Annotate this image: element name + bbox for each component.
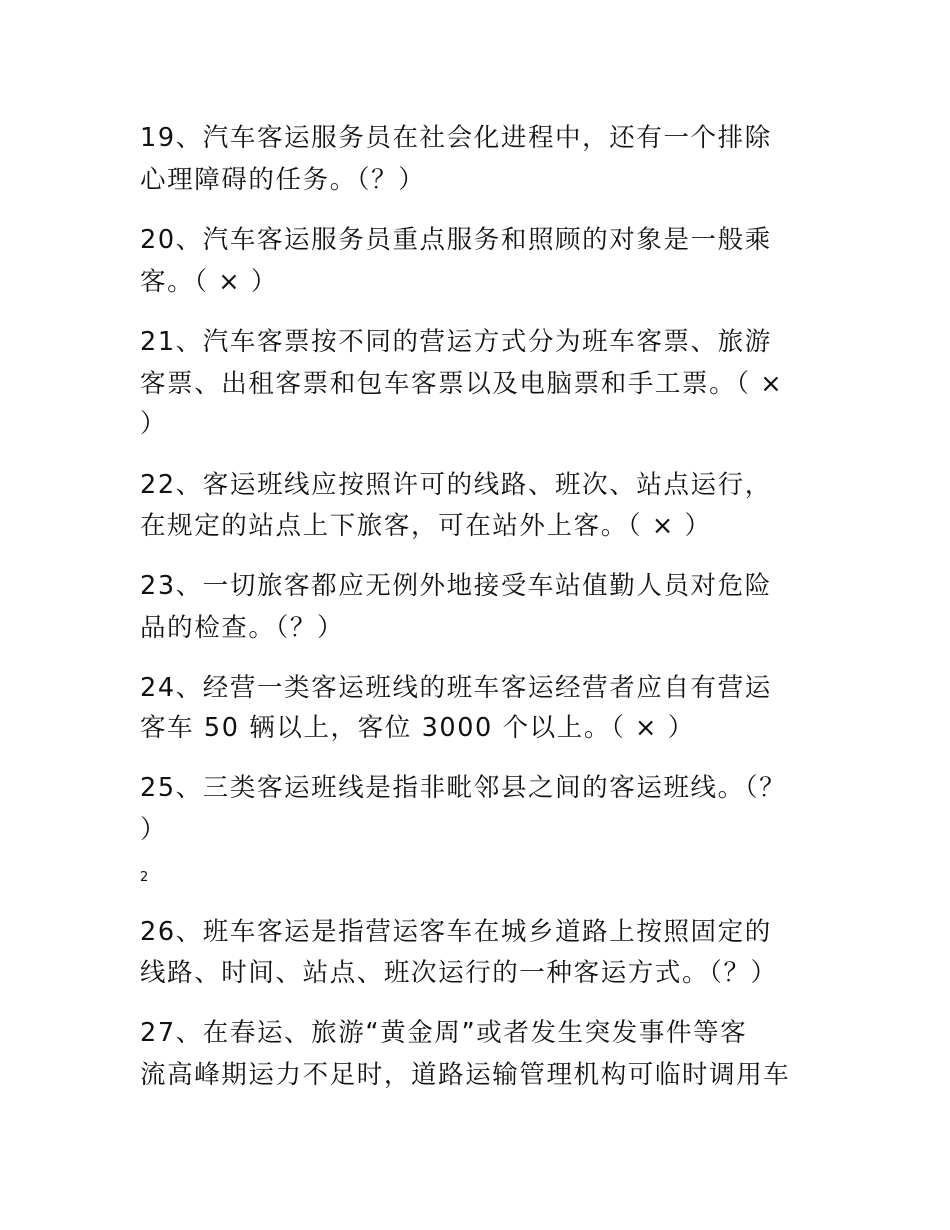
- q24-line-2: 客车 50 辆以上，客位 3000 个以上。（ × ）: [140, 713, 695, 743]
- q19-line-2: 心理障碍的任务。（？）: [140, 165, 426, 195]
- q22-line-2: 在规定的站点上下旅客，可在站外上客。（ × ）: [140, 511, 712, 541]
- q22-line-1: 22、客运班线应按照许可的线路、班次、站点运行，: [140, 470, 772, 500]
- q23-line-1: 23、一切旅客都应无例外地接受车站值勤人员对危险: [140, 571, 772, 601]
- page-number: 2: [140, 870, 149, 885]
- q20-line-2: 客。（ × ）: [140, 267, 279, 297]
- q27-line-2: 流高峰期运力不足时，道路运输管理机构可临时调用车: [140, 1060, 791, 1090]
- q26-line-1: 26、班车客运是指营运客车在城乡道路上按照固定的: [140, 917, 772, 947]
- q20-line-1: 20、汽车客运服务员重点服务和照顾的对象是一般乘: [140, 225, 772, 255]
- q26-line-2: 线路、时间、站点、班次运行的一种客运方式。（？）: [140, 958, 778, 988]
- q24-line-1: 24、经营一类客运班线的班车客运经营者应自有营运: [140, 673, 772, 703]
- q23-line-2: 品的检查。（？）: [140, 613, 345, 643]
- q21-line-1: 21、汽车客票按不同的营运方式分为班车客票、旅游: [140, 327, 772, 357]
- q21-line-3: ）: [140, 409, 168, 439]
- q25-line-1: 25、三类客运班线是指非毗邻县之间的客运班线。（？: [140, 773, 787, 803]
- q27-line-1: 27、在春运、旅游“黄金周”或者发生突发事件等客: [140, 1018, 748, 1048]
- q21-line-2: 客票、出租客票和包车客票以及电脑票和手工票。（ ×: [140, 369, 784, 399]
- q19-line-1: 19、汽车客运服务员在社会化进程中，还有一个排除: [140, 123, 772, 153]
- q25-line-2: ）: [140, 815, 168, 845]
